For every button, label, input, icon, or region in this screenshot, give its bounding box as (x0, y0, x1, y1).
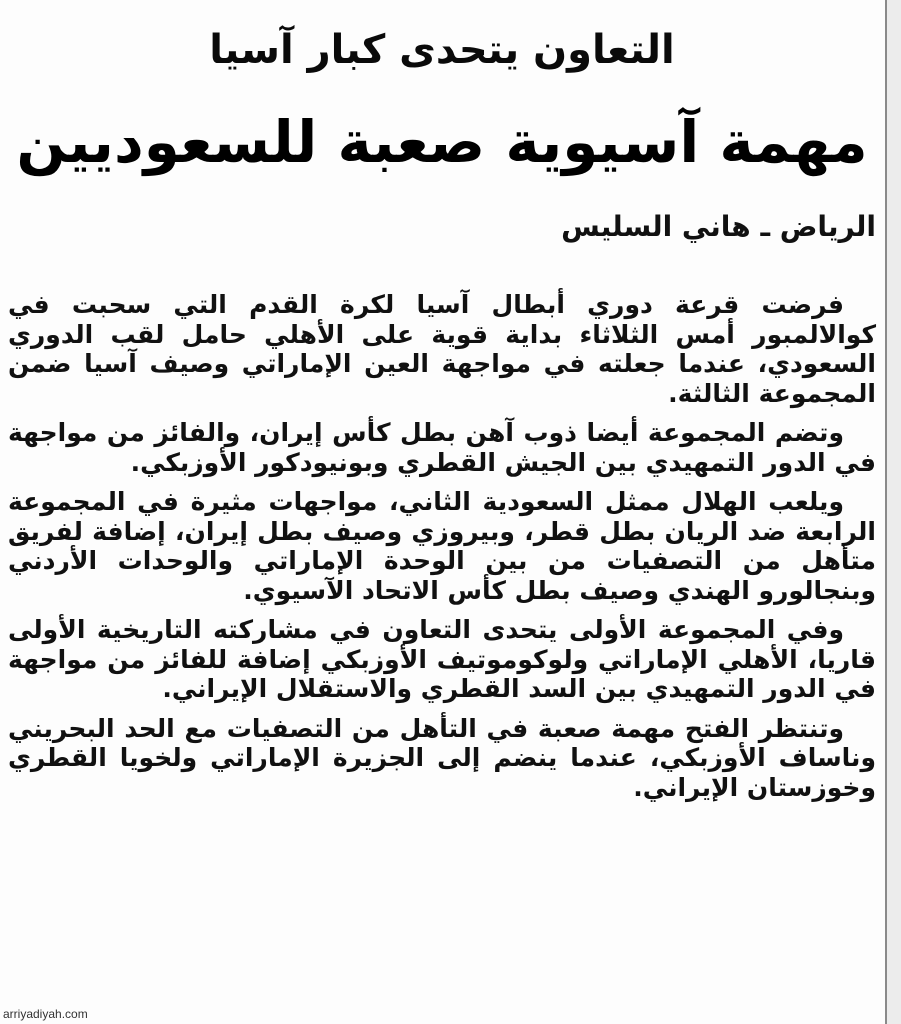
paragraph: وفي المجموعة الأولى يتحدى التعاون في مشاركته التاريخية الأولى قاريا، الأهلي الإماراتي ولوكوموتيف الأوزبكي إضافة للفائز من مواجهة في الدور التمهيدي بين السد القطري والاستقلال الإيراني. (8, 615, 876, 703)
paragraph: فرضت قرعة دوري أبطال آسيا لكرة القدم التي سحبت في كوالالمبور أمس الثلاثاء بداية قوية على الأهلي حامل لقب الدوري السعودي، عندما جعلته في مواجهة العين الإماراتي وصيف آسيا ضمن المجموعة الثالثة. (8, 290, 876, 408)
paragraph: وتضم المجموعة أيضا ذوب آهن بطل كأس إيران، والفائز من مواجهة في الدور التمهيدي بين الجيش القطري وبونيودكور الأوزبكي. (8, 418, 876, 477)
source-credit: arriyadiyah.com (3, 1007, 88, 1021)
main-headline: مهمة آسيوية صعبة للسعوديين (16, 108, 868, 176)
byline: الرياض ـ هاني السليس (561, 210, 876, 243)
article-body (8, 290, 876, 802)
page-edge (885, 0, 901, 1024)
kicker-headline: التعاون يتحدى كبار آسيا (209, 27, 675, 73)
article (8, 18, 876, 812)
paragraph: ويلعب الهلال ممثل السعودية الثاني، مواجهات مثيرة في المجموعة الرابعة ضد الريان بطل قطر، وبيروزي وصيف بطل إيران، إضافة لفريق متأهل من التصفيات من بين الوحدة الإماراتي والوحدات الأردني وبنجالورو الهندي وصيف بطل كأس الاتحاد الآسيوي. (8, 487, 876, 605)
paragraph: وتنتظر الفتح مهمة صعبة في التأهل من التصفيات مع الحد البحريني وناساف الأوزبكي، عندما ينضم إلى الجزيرة الإماراتي ولخويا القطري وخوزستان الإيراني. (8, 713, 876, 802)
